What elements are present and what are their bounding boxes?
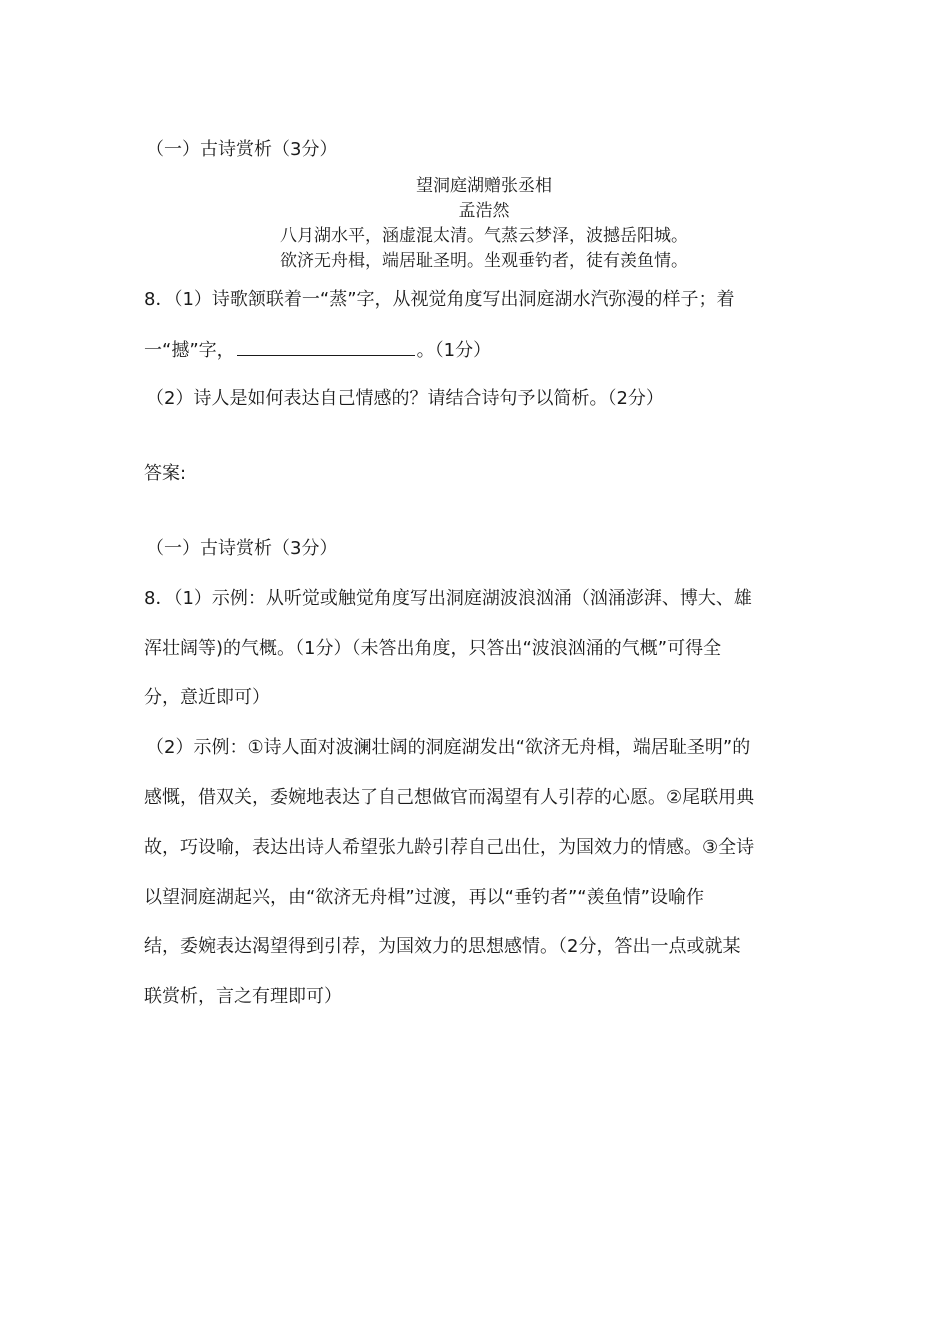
question-section-title: （一）古诗赏析（3分） [146,139,338,160]
answer-part-2-line: 联赏析，言之有理即可） [144,986,342,1007]
answer-part-2-line: 感慨，借双关，委婉地表达了自己想做官而渴望有人引荐的心愿。②尾联用典 [144,787,755,808]
poem-line-2: 欲济无舟楫，端居耻圣明。坐观垂钓者，徒有羡鱼情。 [280,251,688,271]
poem-line-1: 八月湖水平，涵虚混太清。气蒸云梦泽，波撼岳阳城。 [280,226,688,246]
answer-part-1-line: 分，意近即可） [144,687,270,708]
question-8-part-2: （2）诗人是如何表达自己情感的？请结合诗句予以简析。（2分） [146,388,664,409]
answer-label: 答案: [144,463,187,484]
answer-section-title: （一）古诗赏析（3分） [146,538,338,559]
poem-author: 孟浩然 [458,201,510,221]
poem-title: 望洞庭湖赠张丞相 [416,176,552,196]
question-8-part-1-before-blank: 一“撼”字， [144,340,235,361]
question-8-part-1-line-1: 8．（1）诗歌颔联着一“蒸”字，从视觉角度写出洞庭湖水汽弥漫的样子；着 [144,289,735,310]
answer-part-2-line: （2）示例：①诗人面对波澜壮阔的洞庭湖发出“欲济无舟楫，端居耻圣明”的 [146,737,751,758]
question-8-part-1-line-2 [144,337,824,364]
answer-part-2-line: 故，巧设喻，表达出诗人希望张九龄引荐自己出仕，为国效力的情感。③全诗 [144,837,755,858]
question-8-part-1-after-blank: 。（1分） [416,340,492,361]
answer-part-1-line: 8．（1）示例：从听觉或触觉角度写出洞庭湖波浪汹涌（汹涌澎湃、博大、雄 [144,588,752,609]
answer-part-1-line: 浑壮阔等)的气概。（1分）（未答出角度，只答出“波浪汹涌的气概”可得全 [144,638,722,659]
answer-part-2-line: 以望洞庭湖起兴，由“欲济无舟楫”过渡，再以“垂钓者”“羡鱼情”设喻作 [144,887,704,908]
answer-blank[interactable] [237,337,415,356]
answer-part-2-line: 结，委婉表达渴望得到引荐，为国效力的思想感情。（2分，答出一点或就某 [144,936,741,957]
